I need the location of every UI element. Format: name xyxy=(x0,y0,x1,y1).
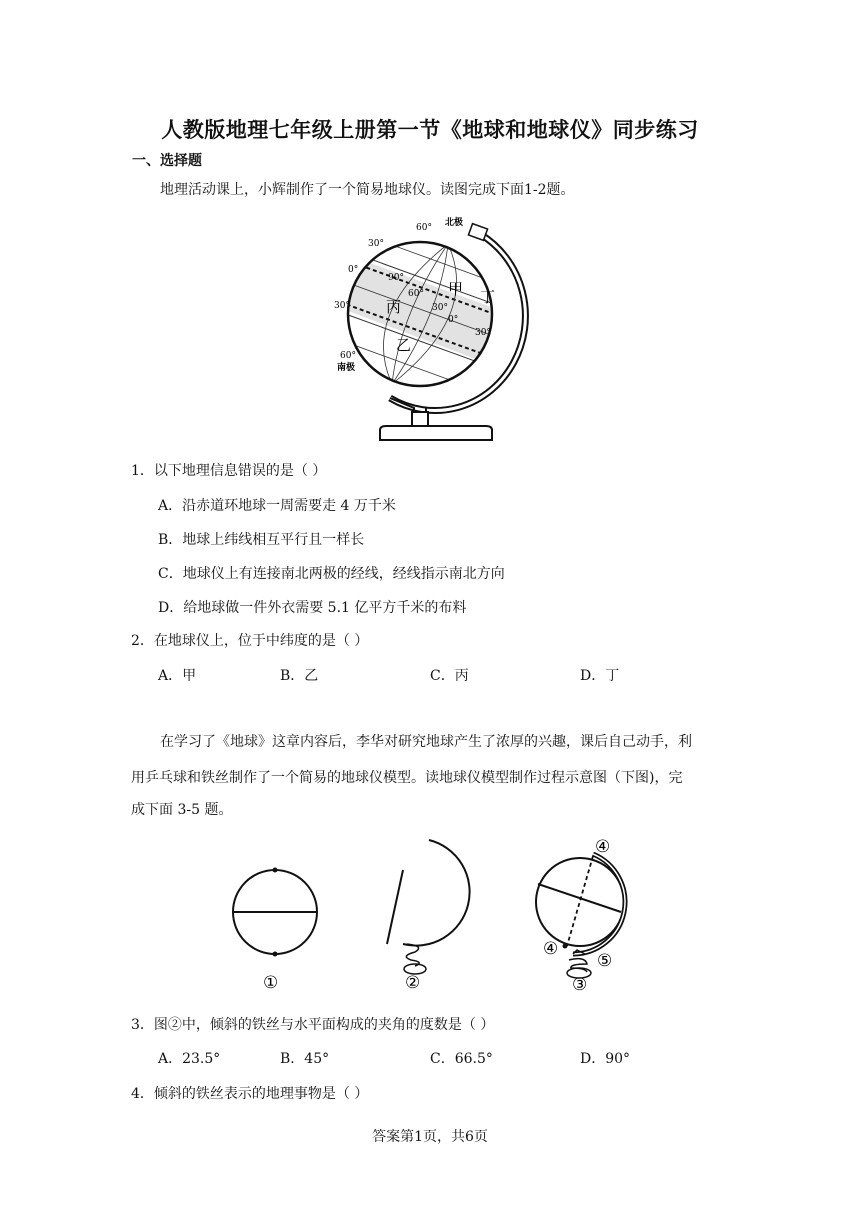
page-footer: 答案第1页，共6页 xyxy=(372,1129,488,1145)
label-lat-60-bottom: 60° xyxy=(340,351,356,361)
label-step-2: ② xyxy=(405,973,421,993)
label-bing: 丙 xyxy=(386,298,402,316)
intro-paragraph-2-line-1: 在学习了《地球》这章内容后，李华对研究地球产生了浓厚的兴趣，课后自己动手，利 xyxy=(160,734,692,750)
label-lon-30: 30° xyxy=(432,303,448,313)
label-lon-90: 90° xyxy=(388,273,404,283)
question-1-stem: 1．以下地理信息错误的是（ ） xyxy=(131,463,327,479)
question-1-option-a: A．沿赤道环地球一周需要走 4 万千米 xyxy=(158,498,396,514)
label-yi: 乙 xyxy=(396,336,412,354)
globe-figure xyxy=(330,212,530,447)
label-lat-30-left: 30° xyxy=(334,301,350,311)
question-3-option-d: D．90° xyxy=(580,1051,631,1067)
question-1-option-c: C．地球仪上有连接南北两极的经线，经线指示南北方向 xyxy=(158,566,505,582)
question-3-option-b: B．45° xyxy=(280,1051,330,1067)
label-lat-0: 0° xyxy=(348,265,359,275)
question-4-stem: 4．倾斜的铁丝表示的地理事物是（ ） xyxy=(131,1086,369,1102)
intro-paragraph-2-line-2: 用乒乓球和铁丝制作了一个简易的地球仪模型。读地球仪模型制作过程示意图（下图)，完 xyxy=(131,770,683,786)
question-1-option-d: D．给地球做一件外衣需要 5.1 亿平方千米的布料 xyxy=(158,600,467,616)
question-2-option-a: A．甲 xyxy=(158,668,197,684)
question-3-option-c: C．66.5° xyxy=(430,1051,493,1067)
label-lon-0: 0° xyxy=(448,315,459,325)
label-step-1: ① xyxy=(263,973,279,993)
question-2-option-b: B．乙 xyxy=(280,668,319,684)
section-heading: 一、选择题 xyxy=(132,153,202,169)
label-lat-60-top: 60° xyxy=(416,223,432,233)
question-3-stem: 3．图②中，倾斜的铁丝与水平面构成的夹角的度数是（ ） xyxy=(131,1017,495,1033)
intro-paragraph-2-line-3: 成下面 3-5 题。 xyxy=(131,802,233,818)
question-2-option-d: D．丁 xyxy=(580,668,620,684)
question-3-option-a: A．23.5° xyxy=(158,1051,221,1067)
question-2-stem: 2．在地球仪上，位于中纬度的是（ ） xyxy=(131,633,369,649)
label-5: ⑤ xyxy=(597,951,613,971)
globe-model-steps-figure xyxy=(225,832,645,994)
label-lon-30-right: 30° xyxy=(475,328,491,338)
question-1-option-b: B．地球上纬线相互平行且一样长 xyxy=(158,532,365,548)
intro-paragraph-1: 地理活动课上，小辉制作了一个简易地球仪。读图完成下面1-2题。 xyxy=(160,182,575,198)
label-south-pole: 南极 xyxy=(337,363,356,373)
label-4-top: ④ xyxy=(595,837,611,857)
label-lon-60: 60° xyxy=(408,289,424,299)
label-lat-30-top: 30° xyxy=(368,239,384,249)
label-jia: 甲 xyxy=(448,280,464,298)
label-4-bottom: ④ xyxy=(543,939,559,959)
question-2-option-c: C．丙 xyxy=(430,668,469,684)
label-step-3: ③ xyxy=(572,975,588,994)
label-ding: 丁 xyxy=(480,288,496,306)
document-title: 人教版地理七年级上册第一节《地球和地球仪》同步练习 xyxy=(161,118,699,142)
label-north-pole: 北极 xyxy=(445,218,464,228)
